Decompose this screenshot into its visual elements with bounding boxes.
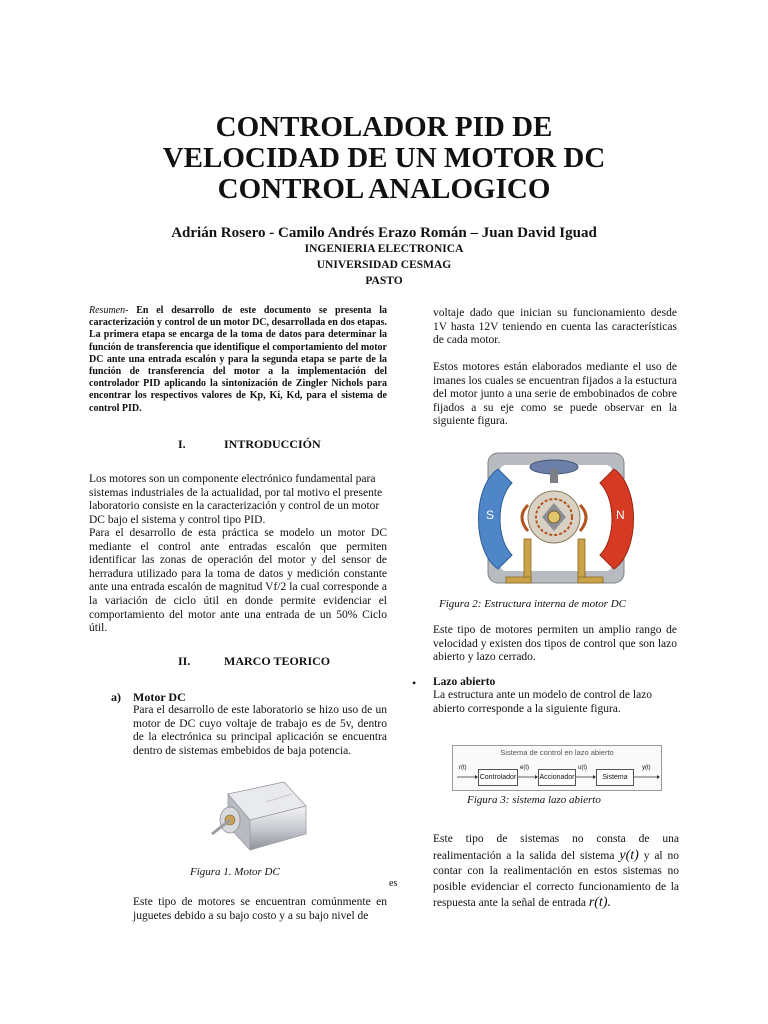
title-line-1: CONTROLADOR PID DE (215, 111, 553, 143)
section-marco-number: II. (178, 654, 191, 668)
right-paragraph-3: Este tipo de motores permiten un amplio rango de velocidad y existen dos tipos de control que son lazo abierto y lazo cerrado. (433, 624, 677, 664)
affiliation-program: INGENIERIA ELECTRONICA (304, 243, 464, 255)
intro-paragraph-2: Para el desarrollo de esta práctica se modelo un motor DC mediante el control ante entradas escalón que permiten identificar las zonas de operación del motor y del sensor de herradura utilizado para la toma de datos y medición constante ante una entrada escalón de magnitud Vf/2 la cual corresponde a la variación de ciclo útil en donde permite evidenciar el comportamiento del motor ante una entrada de un 50% Ciclo útil. (89, 527, 387, 635)
section-marco-title: MARCO TEORICO (224, 654, 331, 668)
fig3-signal-e: e(t) (520, 765, 529, 771)
motor-dc-label: a) (111, 690, 121, 704)
motor-dc-text: Para el desarrollo de este laboratorio se hizo uso de un motor de DC cuyo voltaje de trabajo es de 5v, dentro de la electrónica su principal aplicación se encuentra dentro de sistemas embebidos de baja potencia. (133, 704, 387, 757)
right-paragraph-1: voltaje dado que inician su funcionamiento desde 1V hasta 12V teniendo en cuenta las características de cada motor. (433, 307, 677, 347)
intro-paragraph-1: Los motores son un componente electrónico fundamental para sistemas industriales de la actualidad, por tal motivo el presente laboratorio consiste en la caracterización y control de un motor DC bajo el sistema y control tipo PID. (89, 473, 383, 526)
left-bottom-paragraph: Este tipo de motores se encuentran comúnmente en juguetes debido a su bajo costo y a su bajo nivel de (133, 896, 387, 922)
fig3-block-accionador: Accionador (538, 769, 576, 786)
figure-2-caption: Figura 2: Estructura interna de motor DC (439, 598, 626, 610)
fig2-s-label: S (486, 508, 495, 522)
fig3-signal-u: u(t) (578, 765, 587, 771)
right-p4-part-a: Este tipo de sistemas no consta de una realimentación a la salida del sistema (433, 833, 679, 862)
y-of-t-symbol: y(t) (619, 847, 639, 863)
section-intro-number: I. (178, 437, 186, 451)
right-paragraph-2: Estos motores están elaborados mediante el uso de imanes los cuales se encuentran fijados a la estuctura del motor junto a una serie de embobinados de cobre fijados a su eje como se puede observar en la siguiente figura. (433, 361, 677, 428)
figure-3-caption: Figura 3: sistema lazo abierto (467, 794, 601, 806)
abstract (89, 305, 387, 415)
figure-2-motor-structure (466, 447, 646, 595)
right-p4-part-b: y al no contar con la realimentación en estos sistemas no posible evidenciar el correcto funcionamiento de la respuesta ante la señal de entrada (433, 849, 680, 909)
title-line-3: CONTROL ANALOGICO (217, 173, 551, 205)
lazo-text: La estructura ante un modelo de control de lazo abierto corresponde a la siguiente figura. (433, 689, 653, 715)
fig3-block-controlador: Controlador (478, 769, 518, 786)
right-paragraph-4 (433, 832, 679, 912)
fig3-box-title: Sistema de control en lazo abierto (500, 748, 614, 757)
section-intro-title: INTRODUCCIÓN (224, 437, 321, 451)
fig3-signal-y: y(t) (642, 765, 651, 771)
figure-1-caption: Figura 1. Motor DC (190, 866, 280, 878)
fig2-n-label: N (616, 508, 625, 522)
authors: Adrián Rosero - Camilo Andrés Erazo Román – Juan David Iguad (171, 225, 597, 241)
affiliation-city: PASTO (365, 275, 403, 287)
motor-dc-heading: Motor DC (133, 690, 186, 704)
abstract-body: En el desarrollo de este documento se presenta la caracterización y control de un motor DC, desarrollada en dos etapas. La primera etapa se encarga de la toma de datos para determinar la función de transferencia que identifique el comportamiento del motor DC ante una entrada escalón y para la segunda etapa se parte de la función de transferencia del motor a la implementación del controlador PID aplicando la sintonización de Zingler Nichols para encontrar los respectivos valores de Kp, Ki, Kd, para el sistema de control PID. (89, 305, 387, 414)
lazo-bullet: • (412, 676, 417, 690)
fig3-block-sistema: Sistema (596, 769, 634, 786)
lazo-heading: Lazo abierto (433, 676, 496, 688)
figure-1-motor-image (206, 776, 316, 856)
paper-title (0, 112, 768, 205)
affiliation-university: UNIVERSIDAD CESMAG (316, 259, 452, 271)
stray-text: es (389, 878, 398, 889)
r-of-t-symbol: r(t). (588, 895, 611, 910)
abstract-lead: Resumen- (89, 305, 129, 316)
fig3-signal-r: r(t) (459, 765, 467, 771)
figure-3-diagram (452, 745, 662, 791)
title-line-2: VELOCIDAD DE UN MOTOR DC (162, 142, 606, 174)
